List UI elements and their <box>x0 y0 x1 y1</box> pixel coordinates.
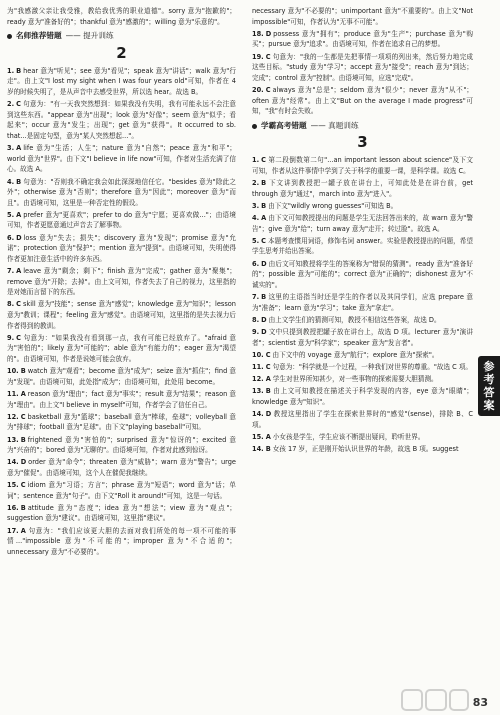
explanation-text: possess 意为"拥有"；produce 意为"生产"；purchase 意为"购买"；pursue 意为"追求"。由语境可知，作者在追求自己的梦想。 <box>252 29 473 49</box>
answer-entry <box>252 327 473 348</box>
question-number: 2. <box>252 179 260 188</box>
answer-letter: B <box>20 435 26 444</box>
answer-letter: C <box>265 362 271 371</box>
answer-entry <box>7 412 236 433</box>
explanation-text: 由下文中的 voyage 意为"航行"；explore 意为"探索"。 <box>272 350 439 359</box>
left-top-paragraph: 为"我感激父亲让我受雅，教给我优秀的职业道德"。sorry 意为"抱歉的"；ready 意为"准备好的"；thankful 意为"感激的"；willing 意为"乐意的"。 <box>7 7 236 26</box>
question-number: 7. <box>252 293 260 301</box>
answer-list <box>252 29 473 117</box>
explanation-text: always 意为"总是"；seldom 意为"很少"；never 意为"从不"；often 意为"经常"。由上文"But on the average I made progress"可知，"我"有时会失败。 <box>252 85 473 116</box>
question-number: 6. <box>252 259 260 268</box>
tab-char: 答 <box>483 386 495 399</box>
answer-entry <box>252 432 473 443</box>
answer-letter: B <box>20 367 26 376</box>
answer-entry <box>252 52 473 84</box>
answer-entry <box>7 457 236 478</box>
answer-letter: C <box>20 412 26 421</box>
answer-entry <box>252 350 473 361</box>
question-number: 8. <box>252 315 260 324</box>
question-number: 9. <box>252 327 260 336</box>
answer-list <box>252 155 473 454</box>
answer-letter: C <box>16 300 21 309</box>
answer-letter: C <box>265 350 271 359</box>
explanation-text: 由下文"wildly wrong guesses"可知选 B。 <box>268 201 398 210</box>
question-number: 7. <box>7 267 15 276</box>
explanation-text: frightened 意为"害怕的"；surprised 意为"惊讶的"；excited 意为"兴奋的"；bored 意为"无聊的"。由语境可知，作者对此感到惊讶。 <box>7 435 236 455</box>
right-column <box>252 6 473 456</box>
answer-entry <box>7 233 236 265</box>
explanation-text: 下文讲到教授把一罐子放在讲台上，可知此处是在讲台前，get through 意为"通过"，march into 意为"进入"。 <box>252 179 473 198</box>
answer-entry <box>7 299 236 331</box>
answer-entry <box>252 386 473 407</box>
question-number: 20. <box>252 85 264 94</box>
question-number: 3. <box>7 144 15 153</box>
question-number: 13. <box>7 435 19 444</box>
question-number: 3. <box>252 201 260 210</box>
question-number: 1. <box>7 66 15 75</box>
watermark-logo <box>400 687 470 713</box>
question-number: 14. <box>252 410 264 419</box>
answer-entry <box>7 389 236 410</box>
explanation-text: 这里的主语指当时还是学生的作者以及其同学们，应选 prepare 意为"准备"；learn 意为"学习"；take 意为"拿走"。 <box>252 293 473 312</box>
question-number: 4. <box>7 177 15 186</box>
answer-letter: A <box>265 432 271 441</box>
explanation-text: 句意为："我们应该更大胆的去面对我们所处的每一项不可能的事情..."impossible 意为"不可能的"；improper 意为"不合适的"；unnecessary 意为"不必要的"。 <box>7 526 236 556</box>
explanation-text: 由上文可知教授在描述关于科学发现的内容，eye 意为"眼睛"；knowledge 意为"知识"。 <box>252 387 473 406</box>
answer-letter: B <box>261 293 267 301</box>
explanation-text: leave 意为"剩余；剩下"；finish 意为"完成"；gather 意为"聚集"；remove 意为"开除；去掉"。由上文可知，作者失去了自己的视力，这里指的是对她而言留下的东西。 <box>7 267 236 297</box>
explanation-text: prefer 意为"更喜欢"；prefer to do 意为"宁愿；更喜欢做..."；由语境可知，作者更愿意通过声音去了解事物。 <box>7 210 236 230</box>
tab-char: 考 <box>483 373 495 386</box>
answer-letter: B <box>16 66 22 75</box>
question-number: 8. <box>7 300 15 309</box>
explanation-text: 学生对世界所知甚少，对一些事物的探索需要大胆猜测。 <box>272 375 438 384</box>
explanation-text: 句意为："否则我不确定我会如此深深地信任它。"besides 意为"除此之外"；otherwise 意为"否则"；therefore 意为"因此"；moreover 意为"而且"。由语境可知，这里是一种否定性的假设。 <box>7 177 236 207</box>
answer-letter: C <box>261 236 266 245</box>
answer-entry <box>7 480 236 501</box>
section-header-gaokao <box>252 121 473 132</box>
section-subtitle: —— 真题训练 <box>310 120 359 130</box>
answer-entry <box>252 213 473 234</box>
answer-letter: D <box>265 410 272 419</box>
left-column <box>7 6 236 559</box>
page-number: 83 <box>472 696 488 709</box>
explanation-text: attitude 意为"态度"；idea 意为"想法"；view 意为"观点"；suggestion 意为"建议"。由语境可知，这里指"建议"。 <box>7 503 236 523</box>
answer-letter: D <box>261 327 267 336</box>
answer-letter: C <box>16 100 21 109</box>
answer-entry <box>252 409 473 430</box>
explanation-text: order 意为"命令"；threaten 意为"威胁"；warn 意为"警告"；urge 意为"催促"。由语境可知，这个人在催促我继续。 <box>7 458 236 477</box>
answer-entry <box>252 362 473 373</box>
question-number: 12. <box>7 412 19 421</box>
explanation-text: 女孩 17 岁，正是刚开始认识世界的年龄，故选 B 项。suggest <box>272 445 459 454</box>
answer-entry <box>7 66 236 98</box>
answer-entry <box>252 259 473 291</box>
explanation-text: 由上文学生们的猜测可知，教授不相信这些答案，故选 D。 <box>268 315 441 324</box>
question-number: 16. <box>7 503 19 512</box>
answer-letter: A <box>265 375 271 384</box>
answer-letter: C <box>20 481 26 490</box>
answer-letter: C <box>16 333 21 342</box>
explanation-text: 由后文可知教授将学生的答案称为"错误的猜测"。ready 意为"准备好的"；possible 意为"可能的"；correct 意为"正确的"；dishonest 意为"不诚实的"。 <box>252 259 473 289</box>
question-number: 11. <box>252 362 264 371</box>
answer-entry <box>7 210 236 231</box>
question-number: 9. <box>7 333 15 342</box>
explanation-text: 教授这里指出了学生在探索世界时的"感觉"(sense)，排除 B、C 项。 <box>252 410 473 429</box>
answer-entry <box>7 333 236 365</box>
answer-letter: C <box>261 156 266 165</box>
answer-letter: B <box>16 177 22 186</box>
question-number: 13. <box>252 387 264 396</box>
answer-list <box>7 66 236 558</box>
section-header-recommended <box>7 31 236 42</box>
right-top-paragraph: necessary 意为"不必要的"；unimportant 意为"不重要的"。由上文"Not impossible"可知，作者认为"无事不可能"。 <box>252 7 473 26</box>
question-number: 6. <box>7 233 15 242</box>
bullet-icon <box>252 124 257 129</box>
question-number: 19. <box>252 52 264 61</box>
answer-letter: D <box>16 233 22 242</box>
explanation-text: 句意为："科学就是一个过程，一种我们对世界的尊重。"故选 C 项。 <box>272 362 473 371</box>
explanation-text: 文中只提到教授把罐子放在讲台上，故选 D 项。lecturer 意为"演讲者"；scientist 意为"科学家"；speaker 意为"发言者"。 <box>252 327 473 347</box>
question-number: 11. <box>7 389 19 398</box>
answer-letter: A <box>16 267 22 276</box>
explanation-text: 第二段倒数第二句"...an important lesson about science"及下文可知，作者从这件事情中学到了关于科学的重要一课，是科学课。故选 C。 <box>252 156 473 175</box>
question-number: 5. <box>252 236 260 245</box>
answer-letter: A <box>20 526 26 535</box>
question-number: 14. <box>7 458 19 467</box>
answer-letter: D <box>20 458 27 467</box>
answer-entry <box>252 374 473 385</box>
exercise-number: 3 <box>357 133 368 152</box>
explanation-text: watch 意为"观看"；become 意为"成为"；seize 意为"抓住"；find 意为"发现"。由语境可知，此处指"成为"；由语境可知，此处用 become。 <box>7 367 236 386</box>
question-number: 2. <box>7 100 15 109</box>
answer-letter: B <box>261 201 267 210</box>
answer-letter: A <box>16 144 22 153</box>
answer-letter: C <box>265 52 271 61</box>
question-number: 10. <box>7 367 19 376</box>
answer-letter: B <box>261 179 267 188</box>
answer-entry <box>252 29 473 50</box>
explanation-text: skill 意为"技能"；sense 意为"感觉"；knowledge 意为"知识"；lesson 意为"教训；课程"；feeling 意为"感觉"。由语境可知，这里指的是失去视力后作者得到的教训。 <box>7 300 236 330</box>
answer-entry <box>7 177 236 209</box>
explanation-text: 小女孩是学生，学生应该不断提出疑问，聆听世界。 <box>272 432 425 441</box>
answer-letter: D <box>265 29 272 38</box>
section-subtitle: —— 提升训练 <box>65 31 114 41</box>
explanation-text: 由下文可知教授提出的问题是学生无法回答出来的，故 warn 意为"警告"；give 意为"给"；turn away 意为"走开；转过脸"。故选 A。 <box>252 214 473 233</box>
question-number: 14. <box>252 445 264 454</box>
answer-entry <box>252 236 473 257</box>
answer-entry <box>7 526 236 558</box>
exercise-number: 2 <box>116 43 127 62</box>
answer-entry <box>252 444 473 455</box>
explanation-text: life 意为"生活；人生"；nature 意为"自然"；peace 意为"和平"；world 意为"世界"。由下文"I believe in life now"可知，作者对生活充满了信心。故选 A。 <box>7 144 236 174</box>
tab-char: 案 <box>483 399 495 412</box>
question-number: 4. <box>252 214 260 223</box>
answer-entry <box>7 366 236 387</box>
answer-letter: A <box>16 210 22 219</box>
question-number: 18. <box>252 29 264 38</box>
explanation-text: 本题考查惯用词语，修饰名词 answer。实验是教授提出的问题，希望学生思考并给出答案。 <box>252 236 473 256</box>
bullet-icon <box>7 34 12 39</box>
question-number: 12. <box>252 375 264 384</box>
answer-entry <box>7 435 236 456</box>
answer-entry <box>7 143 236 175</box>
answer-entry <box>7 99 236 141</box>
answer-letter: A <box>20 389 26 398</box>
answer-entry <box>252 178 473 199</box>
answer-letter: B <box>265 445 271 454</box>
answer-entry <box>252 292 473 313</box>
answer-letter: D <box>261 259 267 268</box>
question-number: 15. <box>252 432 264 441</box>
answer-letter: A <box>261 214 267 223</box>
answer-entry <box>252 155 473 176</box>
explanation-text: reason 意为"理由"；fact 意为"事实"；result 意为"结果"；reason 意为"理由"。由上文"I believe in myself"可知，作者学会了信任自己。 <box>7 389 236 409</box>
question-number: 10. <box>252 350 264 359</box>
answer-letter: C <box>265 85 271 94</box>
answer-entry <box>252 315 473 326</box>
section-title: 学霸高考错题 <box>261 120 307 130</box>
explanation-text: 句意为："如果我没有看到那一点，我有可能已经放弃了。"afraid 意为"害怕的"；likely 意为"可能的"；able 意为"有能力的"；eager 意为"渴望的"。由语境可知，作者是说她可能会放弃。 <box>7 333 236 363</box>
question-number: 17. <box>7 526 19 535</box>
answer-entry <box>7 503 236 524</box>
explanation-text: 句意为："我的一生都是先把事情一项项的列出来，然后努力地完成这些目标。"study 意为"学习"；accept 意为"接受"；reach 意为"到达；完成"；control 意为"控制"。由语境可知，应选"完成"。 <box>252 52 473 82</box>
answer-letter: B <box>265 387 271 396</box>
answer-entry <box>252 85 473 117</box>
question-number: 1. <box>252 156 260 165</box>
explanation-text: 句意为："有一天我突然想到：如果我没有失明，我有可能永远不会注意到这些东西。"appear 意为"出现"；look 意为"好像"；seem 意为"似乎；看起来"；occur 意为"发生；出现"；get 意为"获得"。It occurred to sb. that...是固定句型，意为"某人突然想起..."。 <box>7 100 236 140</box>
explanation-text: loss 意为"失去；损失"；discovery 意为"发现"；promise 意为"允诺"；protection 意为"保护"；mention 意为"提到"。由语境可知，失明使得作者更加注意生活中的许多东西。 <box>7 233 236 263</box>
answer-key-tab <box>478 356 500 416</box>
answer-entry <box>7 266 236 298</box>
answer-letter: B <box>20 503 26 512</box>
tab-char: 参 <box>483 360 495 373</box>
section-title: 名师推荐错题 <box>16 31 62 41</box>
explanation-text: hear 意为"听见"；see 意为"看见"；speak 意为"讲话"；walk 意为"行走"。由上文"I lost my sight when I was four years old"可知，作者在 4 岁的时候失明了，是从声音中去感受世界，所以选 hear。故选 B。 <box>7 66 236 96</box>
explanation-text: basketball 意为"篮球"；baseball 意为"棒球，垒球"；volleyball 意为"排球"；football 意为"足球"。由下文"playing baseball"可知。 <box>7 412 236 432</box>
answer-entry <box>252 201 473 212</box>
question-number: 5. <box>7 210 15 219</box>
explanation-text: idiom 意为"习语；方言"；phrase 意为"短语"；word 意为"话；单词"；sentence 意为"句子"。由下文"Roll it around!"可知，这是一句话。 <box>7 481 236 500</box>
question-number: 15. <box>7 481 19 490</box>
answer-letter: D <box>261 315 267 324</box>
